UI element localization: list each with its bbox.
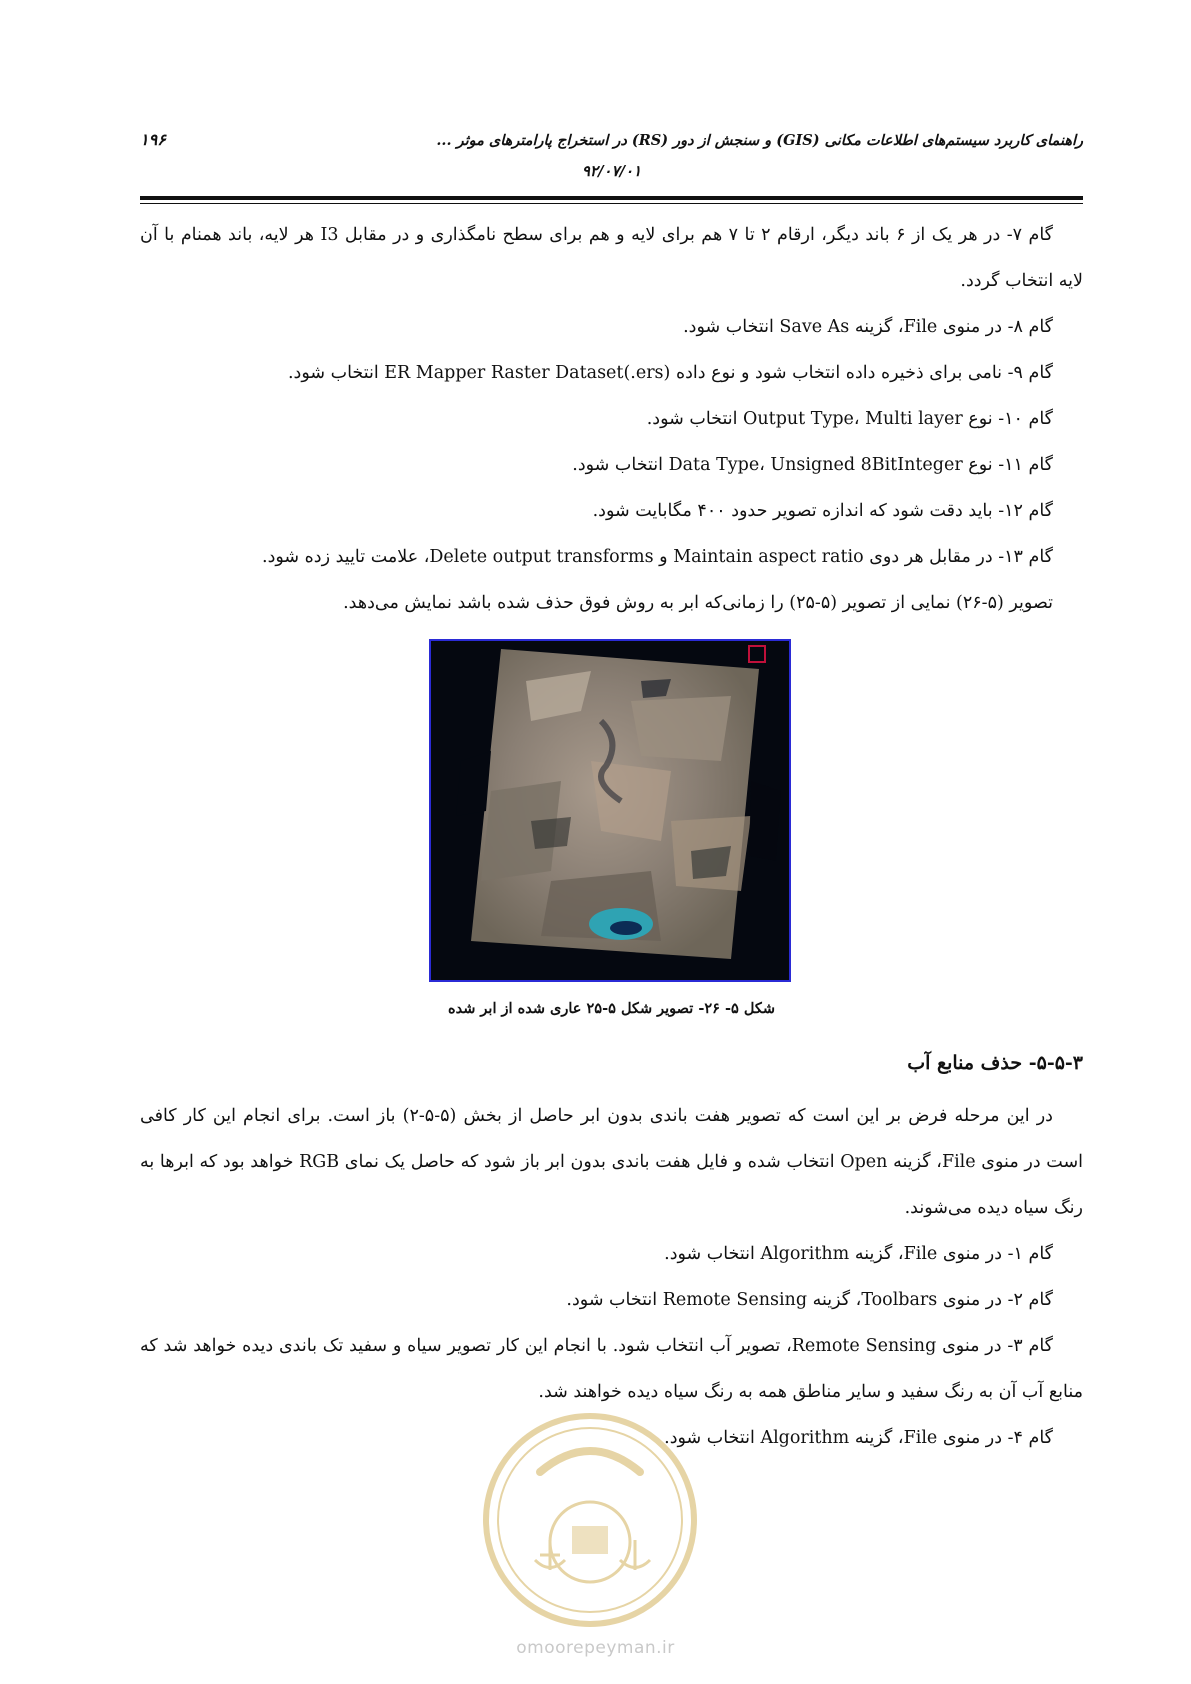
- step-8: گام ۸- در منوی File، گزینه Save As انتخاب شود.: [683, 317, 1053, 337]
- steps-block-top: [140, 212, 1083, 626]
- section-heading: ۵-۵-۳- حذف منابع آب: [907, 1052, 1083, 1074]
- figure-intro: تصویر (۵-۲۶) نمایی از تصویر (۵-۲۵) را زمانی‌که ابر به روش فوق حذف شده باشد نمایش می‌دهد.: [343, 593, 1053, 613]
- step-3: گام ۳- در منوی Remote Sensing، تصویر آب انتخاب شود. با انجام این کار تصویر سیاه و سفید تک باندی دیده خواهد شد که منابع آب آن به رنگ سفید و سایر مناطق همه به رنگ سیاه دیده خواهند شد.: [140, 1336, 1083, 1402]
- section-intro-paragraph: در این مرحله فرض بر این است که تصویر هفت باندی بدون ابر حاصل از بخش (۵-۵-۲) باز است. برای انجام این کار کافی است در منوی File، گزینه Open انتخاب شده و فایل هفت باندی بدون ابر باز شود که حاصل یک نمای RGB خواهد بود که ابرها به رنگ سیاه دیده می‌شوند.: [140, 1106, 1083, 1218]
- cloud-free-satellite-image: [431, 641, 789, 980]
- step-10: گام ۱۰- نوع Output Type، Multi layer انتخاب شود.: [646, 409, 1053, 429]
- header-date: ۹۲/۰۷/۰۱: [581, 162, 642, 180]
- header-rule-thick: [140, 196, 1083, 200]
- step-12: گام ۱۲- باید دقت شود که اندازه تصویر حدود ۴۰۰ مگابایت شود.: [592, 501, 1053, 521]
- header-title: راهنمای کاربرد سیستم‌های اطلاعات مکانی (GIS) و سنجش از دور (RS) در استخراج پارامترهای موثر ...: [436, 132, 1083, 149]
- publisher-seal-watermark: [480, 1410, 700, 1630]
- step-1: گام ۱- در منوی File، گزینه Algorithm انتخاب شود.: [664, 1244, 1053, 1264]
- running-header: [140, 128, 1083, 188]
- section-body: [140, 1093, 1083, 1461]
- step-9: گام ۹- نامی برای ذخیره داده انتخاب شود و نوع داده ER Mapper Raster Dataset(.ers) انتخاب شود.: [287, 363, 1053, 383]
- figure-caption: شکل ۵- ۲۶- تصویر شکل ۵-۲۵ عاری شده از ابر شده: [448, 1000, 775, 1017]
- step-13: گام ۱۳- در مقابل هر دوی Maintain aspect ratio و Delete output transforms، علامت تایید زده شود.: [262, 547, 1053, 567]
- page-number: ۱۹۶: [140, 130, 166, 149]
- satellite-image-figure: [429, 639, 791, 982]
- step-4: گام ۴- در منوی File، گزینه Algorithm انتخاب شود.: [664, 1428, 1053, 1448]
- step-7: گام ۷- در هر یک از ۶ باند دیگر، ارقام ۲ تا ۷ هم برای لایه و هم برای سطح نامگذاری و در مقابل I3 هر لایه، باند همنام با آن لایه انتخاب گردد.: [140, 225, 1083, 291]
- step-2: گام ۲- در منوی Toolbars، گزینه Remote Sensing انتخاب شود.: [566, 1290, 1053, 1310]
- watermark-url: omoorepeyman.ir: [516, 1638, 675, 1658]
- step-11: گام ۱۱- نوع Data Type، Unsigned 8BitInteger انتخاب شود.: [572, 455, 1053, 475]
- header-rule-thin: [140, 203, 1083, 204]
